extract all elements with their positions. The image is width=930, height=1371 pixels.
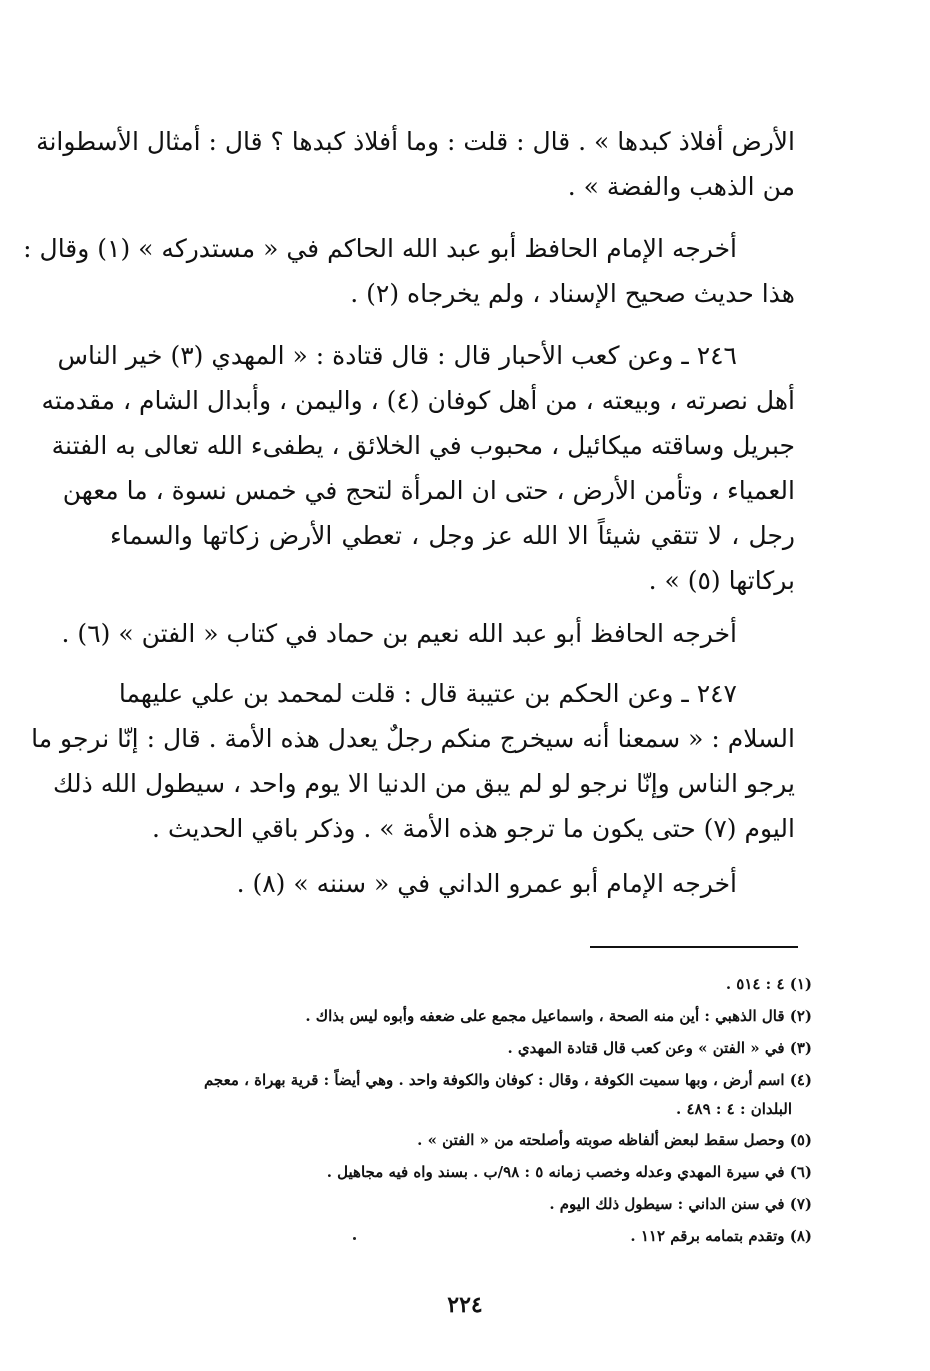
footnote-4-continued: البلدان : ٤ : ٤٨٩ . [676, 1100, 792, 1118]
body-line-13: السلام : « سمعنا أنه سيخرج منكم رجلٌ يعدل هذه الأمة . قال : إنّا نرجو ما [31, 724, 795, 753]
body-line-8: العمياء ، وتأمن الأرض ، حتى ان المرأة لتحج في خمس نسوة ، ما معهن [62, 476, 795, 505]
footnote-5: (٥) وحصل سقط لبعض ألفاظه صوبته وأصلحته من « الفتن » . [417, 1131, 812, 1149]
body-line-6: أهل نصرته ، وبيعته ، من أهل كوفان (٤) ، واليمن ، وأبدال الشام ، مقدمته [41, 386, 795, 415]
body-line-3: أخرجه الإمام الحافظ أبو عبد الله الحاكم في « مستدركه » (١) وقال : [23, 234, 737, 263]
page-number: ٢٢٤ [447, 1292, 483, 1318]
body-line-4: هذا حديث صحيح الإسناد ، ولم يخرجاه (٢) . [350, 279, 795, 308]
body-line-15: اليوم (٧) حتى يكون ما ترجو هذه الأمة » . وذكر باقي الحديث . [152, 814, 795, 843]
footnote-1: (١) ٤ : ٥١٤ . [725, 975, 812, 993]
hadith-247-heading: ٢٤٧ ـ وعن الحكم بن عتيبة قال : قلت لمحمد بن علي عليهما [118, 679, 737, 708]
body-line-16: أخرجه الإمام أبو عمرو الداني في « سننه » (٨) . [236, 869, 737, 898]
footnote-8: (٨) وتقدم بتمامه برقم ١١٢ . [630, 1227, 812, 1245]
body-line-14: يرجو الناس وإنّا نرجو لو لم يبق من الدنيا الا يوم واحد ، سيطول الله ذلك [52, 769, 795, 798]
body-line-1: الأرض أفلاذ كبدها » . قال : قلت : وما أفلاذ كبدها ؟ قال : أمثال الأسطوانة [36, 127, 795, 156]
body-line-7: جبريل وساقته ميكائيل ، محبوب في الخلائق ، يطفىء الله تعالى به الفتنة [51, 431, 795, 460]
ink-speck [353, 1237, 356, 1240]
footnote-6: (٦) في سيرة المهدي وعدله وخصب زمانه ٥ : ٩٨/ب . بسند واه فيه مجاهيل . [326, 1163, 812, 1181]
body-line-11: أخرجه الحافظ أبو عبد الله نعيم بن حماد في كتاب « الفتن » (٦) . [61, 619, 737, 648]
footnote-separator [590, 946, 798, 948]
body-line-10: بركاتها (٥) » . [648, 566, 795, 595]
footnote-4: (٤) اسم أرض ، وبها سميت الكوفة ، وقال : كوفان والكوفة واحد . وهي أيضاً : قرية بهراة ، معجم [203, 1071, 812, 1089]
hadith-246-heading: ٢٤٦ ـ وعن كعب الأحبار قال : قال قتادة : « المهدي (٣) خير الناس [57, 341, 737, 370]
footnote-2: (٢) قال الذهبي : أين منه الصحة ، واسماعيل مجمع على ضعفه وأبوه ليس بذاك . [305, 1007, 812, 1025]
footnote-7: (٧) في سنن الداني : سيطول ذلك اليوم . [549, 1195, 812, 1213]
body-line-2: من الذهب والفضة » . [567, 172, 795, 201]
body-line-9: رجل ، لا تتقي شيئاً الا الله عز وجل ، تعطي الأرض زكاتها والسماء [110, 521, 795, 550]
footnote-3: (٣) في « الفتن » وعن كعب قال قتادة المهدي . [507, 1039, 812, 1057]
